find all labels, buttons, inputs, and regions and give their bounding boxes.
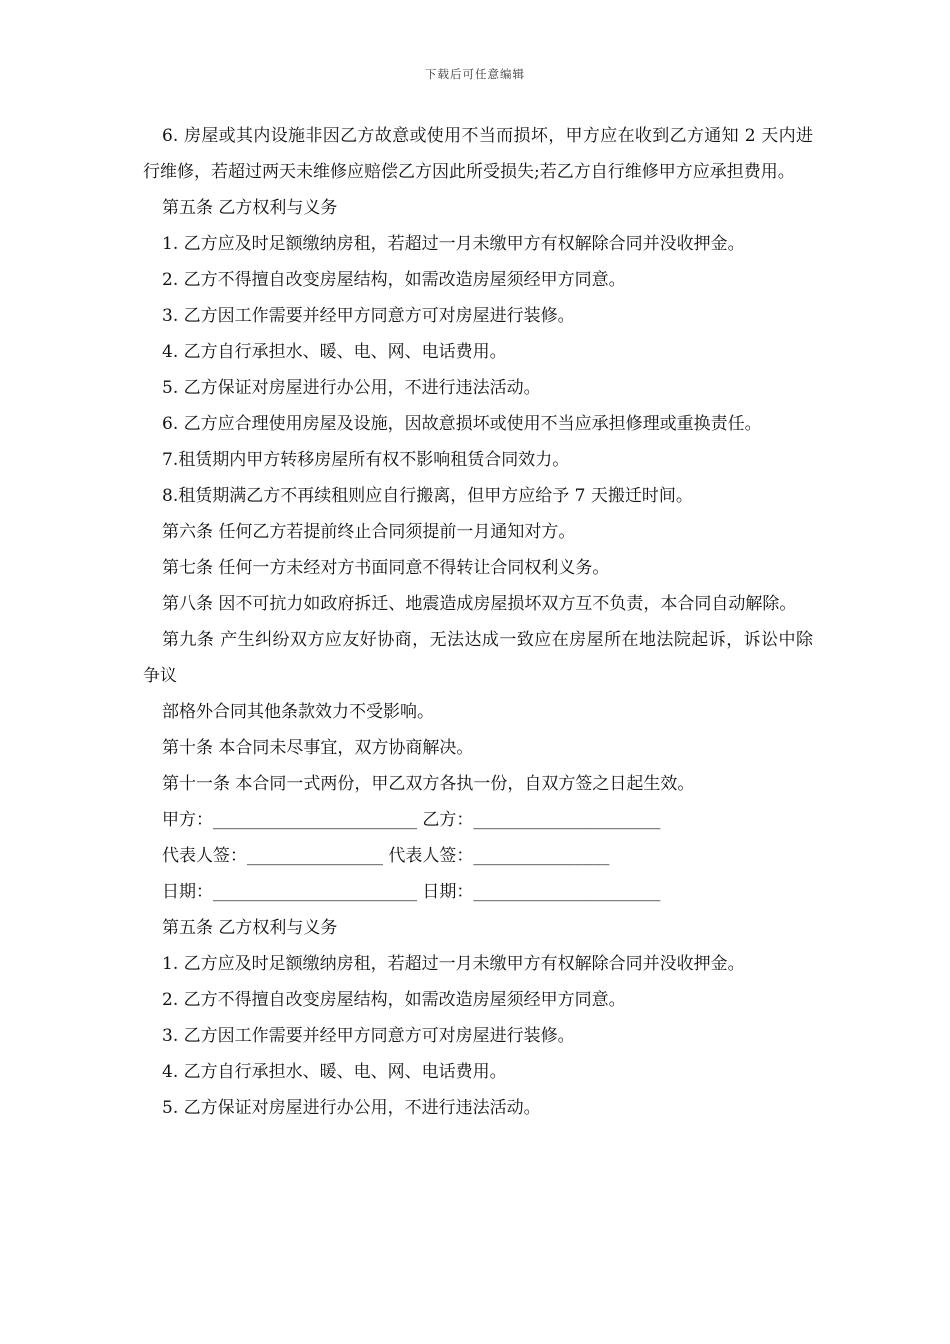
- article-5-heading: 第五条 乙方权利与义务: [162, 198, 338, 218]
- signature-date-line: 日期：________________________ 日期：______________________: [162, 882, 661, 902]
- list-item: 6. 乙方应合理使用房屋及设施，因故意损坏或使用不当应承担修理或重换责任。: [162, 414, 762, 434]
- list-item: 2. 乙方不得擅自改变房屋结构，如需改造房屋须经甲方同意。: [162, 990, 626, 1010]
- list-item: 1. 乙方应及时足额缴纳房租，若超过一月未缴甲方有权解除合同并没收押金。: [162, 234, 745, 254]
- list-item: 2. 乙方不得擅自改变房屋结构，如需改造房屋须经甲方同意。: [162, 270, 626, 290]
- signature-representative-line: 代表人签：________________ 代表人签：________________: [162, 846, 610, 866]
- list-item: 3. 乙方因工作需要并经甲方同意方可对房屋进行装修。: [162, 306, 575, 326]
- article-5-heading-repeat: 第五条 乙方权利与义务: [162, 918, 338, 938]
- list-item: 5. 乙方保证对房屋进行办公用，不进行违法活动。: [162, 1098, 541, 1118]
- list-item: 8.租赁期满乙方不再续租则应自行搬离，但甲方应给予 7 天搬迁时间。: [162, 486, 693, 506]
- list-item: 4. 乙方自行承担水、暖、电、网、电话费用。: [162, 342, 507, 362]
- article-7: 第七条 任何一方未经对方书面同意不得转让合同权利义务。: [162, 558, 610, 578]
- list-item: 5. 乙方保证对房屋进行办公用，不进行违法活动。: [162, 378, 541, 398]
- signature-party-line: 甲方：________________________ 乙方：______________________: [162, 810, 661, 830]
- article-11: 第十一条 本合同一式两份，甲乙双方各执一份，自双方签之日起生效。: [162, 774, 695, 794]
- list-item: 4. 乙方自行承担水、暖、电、网、电话费用。: [162, 1062, 507, 1082]
- list-item: 3. 乙方因工作需要并经甲方同意方可对房屋进行装修。: [162, 1026, 575, 1046]
- document-body: [143, 118, 813, 1126]
- article-9-continued: 部格外合同其他条款效力不受影响。: [162, 702, 434, 722]
- list-item: 7.租赁期内甲方转移房屋所有权不影响租赁合同效力。: [162, 450, 570, 470]
- list-item: 1. 乙方应及时足额缴纳房租，若超过一月未缴甲方有权解除合同并没收押金。: [162, 954, 745, 974]
- page-header: 下载后可任意编辑: [425, 67, 525, 81]
- article-9: 第九条 产生纠纷双方应友好协商，无法达成一致应在房屋所在地法院起诉，诉讼中除争议: [143, 630, 813, 686]
- article-6: 第六条 任何乙方若提前终止合同须提前一月通知对方。: [162, 522, 576, 542]
- article-10: 第十条 本合同未尽事宜，双方协商解决。: [162, 738, 474, 758]
- paragraph-repair-clause: 6. 房屋或其内设施非因乙方故意或使用不当而损坏，甲方应在收到乙方通知 2 天内进行维修，若超过两天未维修应赔偿乙方因此所受损失;若乙方自行维修甲方应承担费用。: [143, 126, 813, 182]
- article-8: 第八条 因不可抗力如政府拆迁、地震造成房屋损坏双方互不负责，本合同自动解除。: [162, 594, 797, 614]
